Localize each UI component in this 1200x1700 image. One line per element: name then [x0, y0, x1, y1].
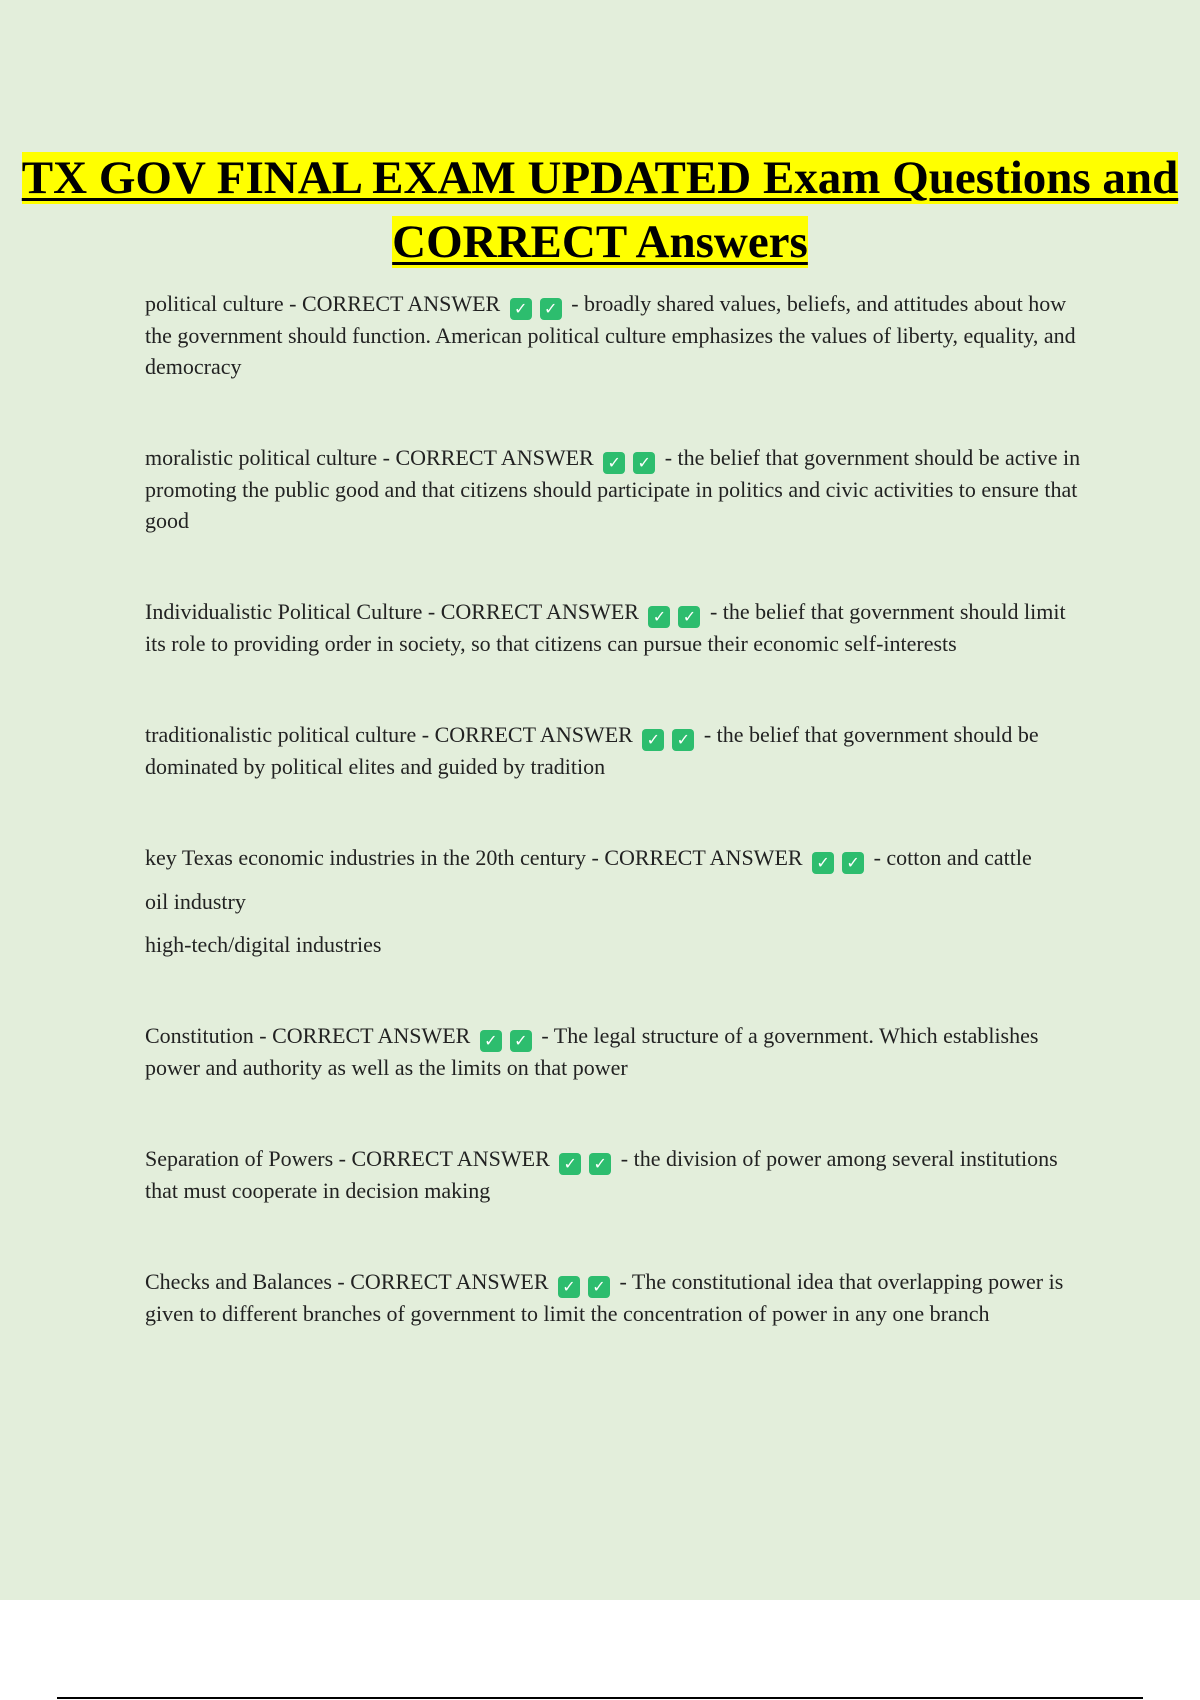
check-mark-icon: ✓: [633, 452, 655, 474]
document-title: TX GOV FINAL EXAM UPDATED Exam Questions and CORRECT Answers: [21, 152, 1179, 268]
definition-text: - The legal structure of a government. Which establishes power and authority as well as the limits on that power: [145, 1023, 1039, 1080]
qa-paragraph: [145, 719, 1090, 782]
check-mark-icon: ✓: [678, 606, 700, 628]
term-text: Constitution - CORRECT ANSWER: [145, 1023, 471, 1048]
term-text: Checks and Balances - CORRECT ANSWER: [145, 1269, 549, 1294]
definition-text: - The constitutional idea that overlapping power is given to different branches of government to limit the concentration of power in any one branch: [145, 1269, 1064, 1326]
definition-text: - the belief that government should limit its role to providing order in society, so that citizens can pursue their economic self-interests: [145, 599, 1066, 656]
check-mark-icon: ✓: [558, 1276, 580, 1298]
check-mark-icon: ✓: [642, 729, 664, 751]
qa-paragraph: [145, 1143, 1090, 1206]
qa-entry: [145, 842, 1090, 960]
qa-entry: [145, 442, 1090, 536]
qa-entry: [145, 596, 1090, 659]
term-text: Individualistic Political Culture - CORRECT ANSWER: [145, 599, 639, 624]
qa-entry: [145, 719, 1090, 782]
qa-entry: [145, 288, 1090, 382]
term-text: political culture - CORRECT ANSWER: [145, 291, 501, 316]
check-mark-icon: ✓: [812, 852, 834, 874]
qa-paragraph: [145, 842, 1090, 874]
definition-text: - broadly shared values, beliefs, and attitudes about how the government should function. American political culture emphasizes the values of liberty, equality, and democracy: [145, 291, 1076, 379]
check-mark-icon: ✓: [559, 1153, 581, 1175]
qa-paragraph: [145, 596, 1090, 659]
check-mark-icon: ✓: [480, 1030, 502, 1052]
qa-entry: [145, 1143, 1090, 1206]
check-mark-icon: ✓: [589, 1153, 611, 1175]
extra-line: oil industry: [145, 889, 246, 914]
title-block: [0, 146, 1200, 274]
qa-paragraph: [145, 1266, 1090, 1329]
qa-entry: [145, 1020, 1090, 1083]
definition-text: - cotton and cattle: [873, 845, 1032, 870]
definition-text: - the belief that government should be dominated by political elites and guided by tradition: [145, 722, 1039, 779]
qa-paragraph: [145, 442, 1090, 536]
term-text: Separation of Powers - CORRECT ANSWER: [145, 1146, 550, 1171]
check-mark-icon: ✓: [648, 606, 670, 628]
term-text: key Texas economic industries in the 20th century - CORRECT ANSWER: [145, 845, 803, 870]
definition-text: - the belief that government should be active in promoting the public good and that citizens should participate in politics and civic activities to ensure that good: [145, 445, 1081, 533]
definition-text: - the division of power among several institutions that must cooperate in decision making: [145, 1146, 1058, 1203]
check-mark-icon: ✓: [603, 452, 625, 474]
term-text: traditionalistic political culture - CORRECT ANSWER: [145, 722, 633, 747]
footer-divider: [57, 1697, 1143, 1699]
check-mark-icon: ✓: [672, 729, 694, 751]
check-mark-icon: ✓: [510, 1030, 532, 1052]
check-mark-icon: ✓: [588, 1276, 610, 1298]
qa-list: [145, 288, 1090, 1389]
qa-entry: [145, 1266, 1090, 1329]
term-text: moralistic political culture - CORRECT ANSWER: [145, 445, 594, 470]
qa-paragraph: [145, 288, 1090, 382]
extra-line: high-tech/digital industries: [145, 932, 382, 957]
check-mark-icon: ✓: [842, 852, 864, 874]
check-mark-icon: ✓: [540, 298, 562, 320]
qa-paragraph: [145, 1020, 1090, 1083]
check-mark-icon: ✓: [510, 298, 532, 320]
